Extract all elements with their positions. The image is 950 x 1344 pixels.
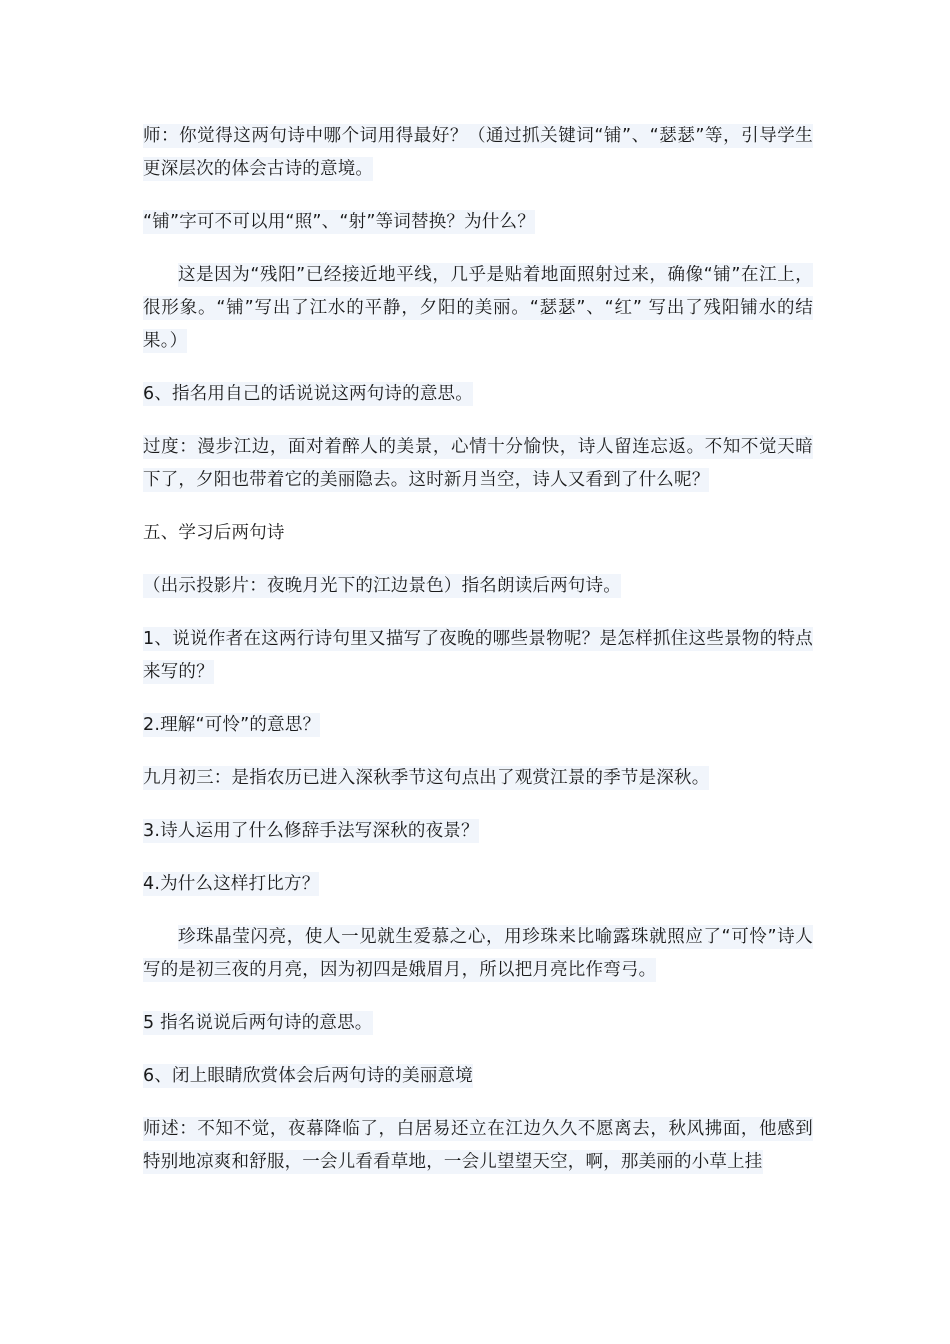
paragraph-text: 九月初三：是指农历已进入深秋季节这句点出了观赏江景的季节是深秋。: [143, 768, 710, 788]
paragraph-projection: [143, 570, 813, 603]
paragraph-text: 珍珠晶莹闪亮，使人一见就生爱慕之心，用珍珠来比喻露珠就照应了“可怜”诗人写的是初三夜的月亮，因为初四是娥眉月，所以把月亮比作弯弓。: [143, 927, 813, 980]
paragraph-text: 5 指名说说后两句诗的意思。: [143, 1013, 373, 1033]
paragraph-text: 过度：漫步江边，面对着醉人的美景，心情十分愉快，诗人留连忘返。不知不觉天暗下了，夕阳也带着它的美丽隐去。这时新月当空，诗人又看到了什么呢？: [143, 437, 813, 490]
paragraph-question-5: [143, 1007, 813, 1040]
paragraph-text: 4.为什么这样打比方？: [143, 874, 320, 894]
paragraph-step-6: [143, 378, 813, 411]
document-page: [143, 120, 813, 1199]
paragraph-pearl-explanation: [143, 921, 813, 987]
paragraph-text: 师述：不知不觉，夜幕降临了，白居易还立在江边久久不愿离去，秋风拂面，他感到特别地凉爽和舒服，一会儿看看草地，一会儿望望天空，啊，那美丽的小草上挂: [143, 1119, 813, 1172]
section-heading-5: [143, 517, 813, 550]
paragraph-text: （出示投影片：夜晚月光下的江边景色）指名朗读后两句诗。: [143, 576, 621, 596]
paragraph-text: 3.诗人运用了什么修辞手法写深秋的夜景？: [143, 821, 479, 841]
paragraph-text: 6、闭上眼睛欣赏体会后两句诗的美丽意境: [143, 1066, 473, 1086]
paragraph-transition: [143, 431, 813, 497]
paragraph-question-1: [143, 623, 813, 689]
paragraph-question-3: [143, 815, 813, 848]
paragraph-text: 6、指名用自己的话说说这两句诗的意思。: [143, 384, 473, 404]
paragraph-text: 师：你觉得这两句诗中哪个词用得最好？（通过抓关键词“铺”、“瑟瑟”等，引导学生更深层次的体会古诗的意境。: [143, 126, 813, 179]
paragraph-explanation: [143, 259, 813, 358]
paragraph-teacher-question: [143, 120, 813, 186]
paragraph-question-2: [143, 709, 813, 742]
paragraph-text: 1、说说作者在这两行诗句里又描写了夜晚的哪些景物呢？是怎样抓住这些景物的特点来写的？: [143, 629, 813, 682]
paragraph-text: “铺”字可不可以用“照”、“射”等词替换？为什么？: [143, 212, 535, 232]
paragraph-teacher-narration: [143, 1113, 813, 1179]
paragraph-question-6: [143, 1060, 813, 1093]
paragraph-text: 2.理解“可怜”的意思？: [143, 715, 321, 735]
paragraph-pu-question: [143, 206, 813, 239]
paragraph-question-4: [143, 868, 813, 901]
paragraph-season-note: [143, 762, 813, 795]
paragraph-text: 这是因为“残阳”已经接近地平线，几乎是贴着地面照射过来，确像“铺”在江上，很形象。“铺”写出了江水的平静，夕阳的美丽。“瑟瑟”、“红” 写出了残阳铺水的结果。）: [143, 265, 813, 351]
heading-text: 五、学习后两句诗: [143, 523, 285, 543]
